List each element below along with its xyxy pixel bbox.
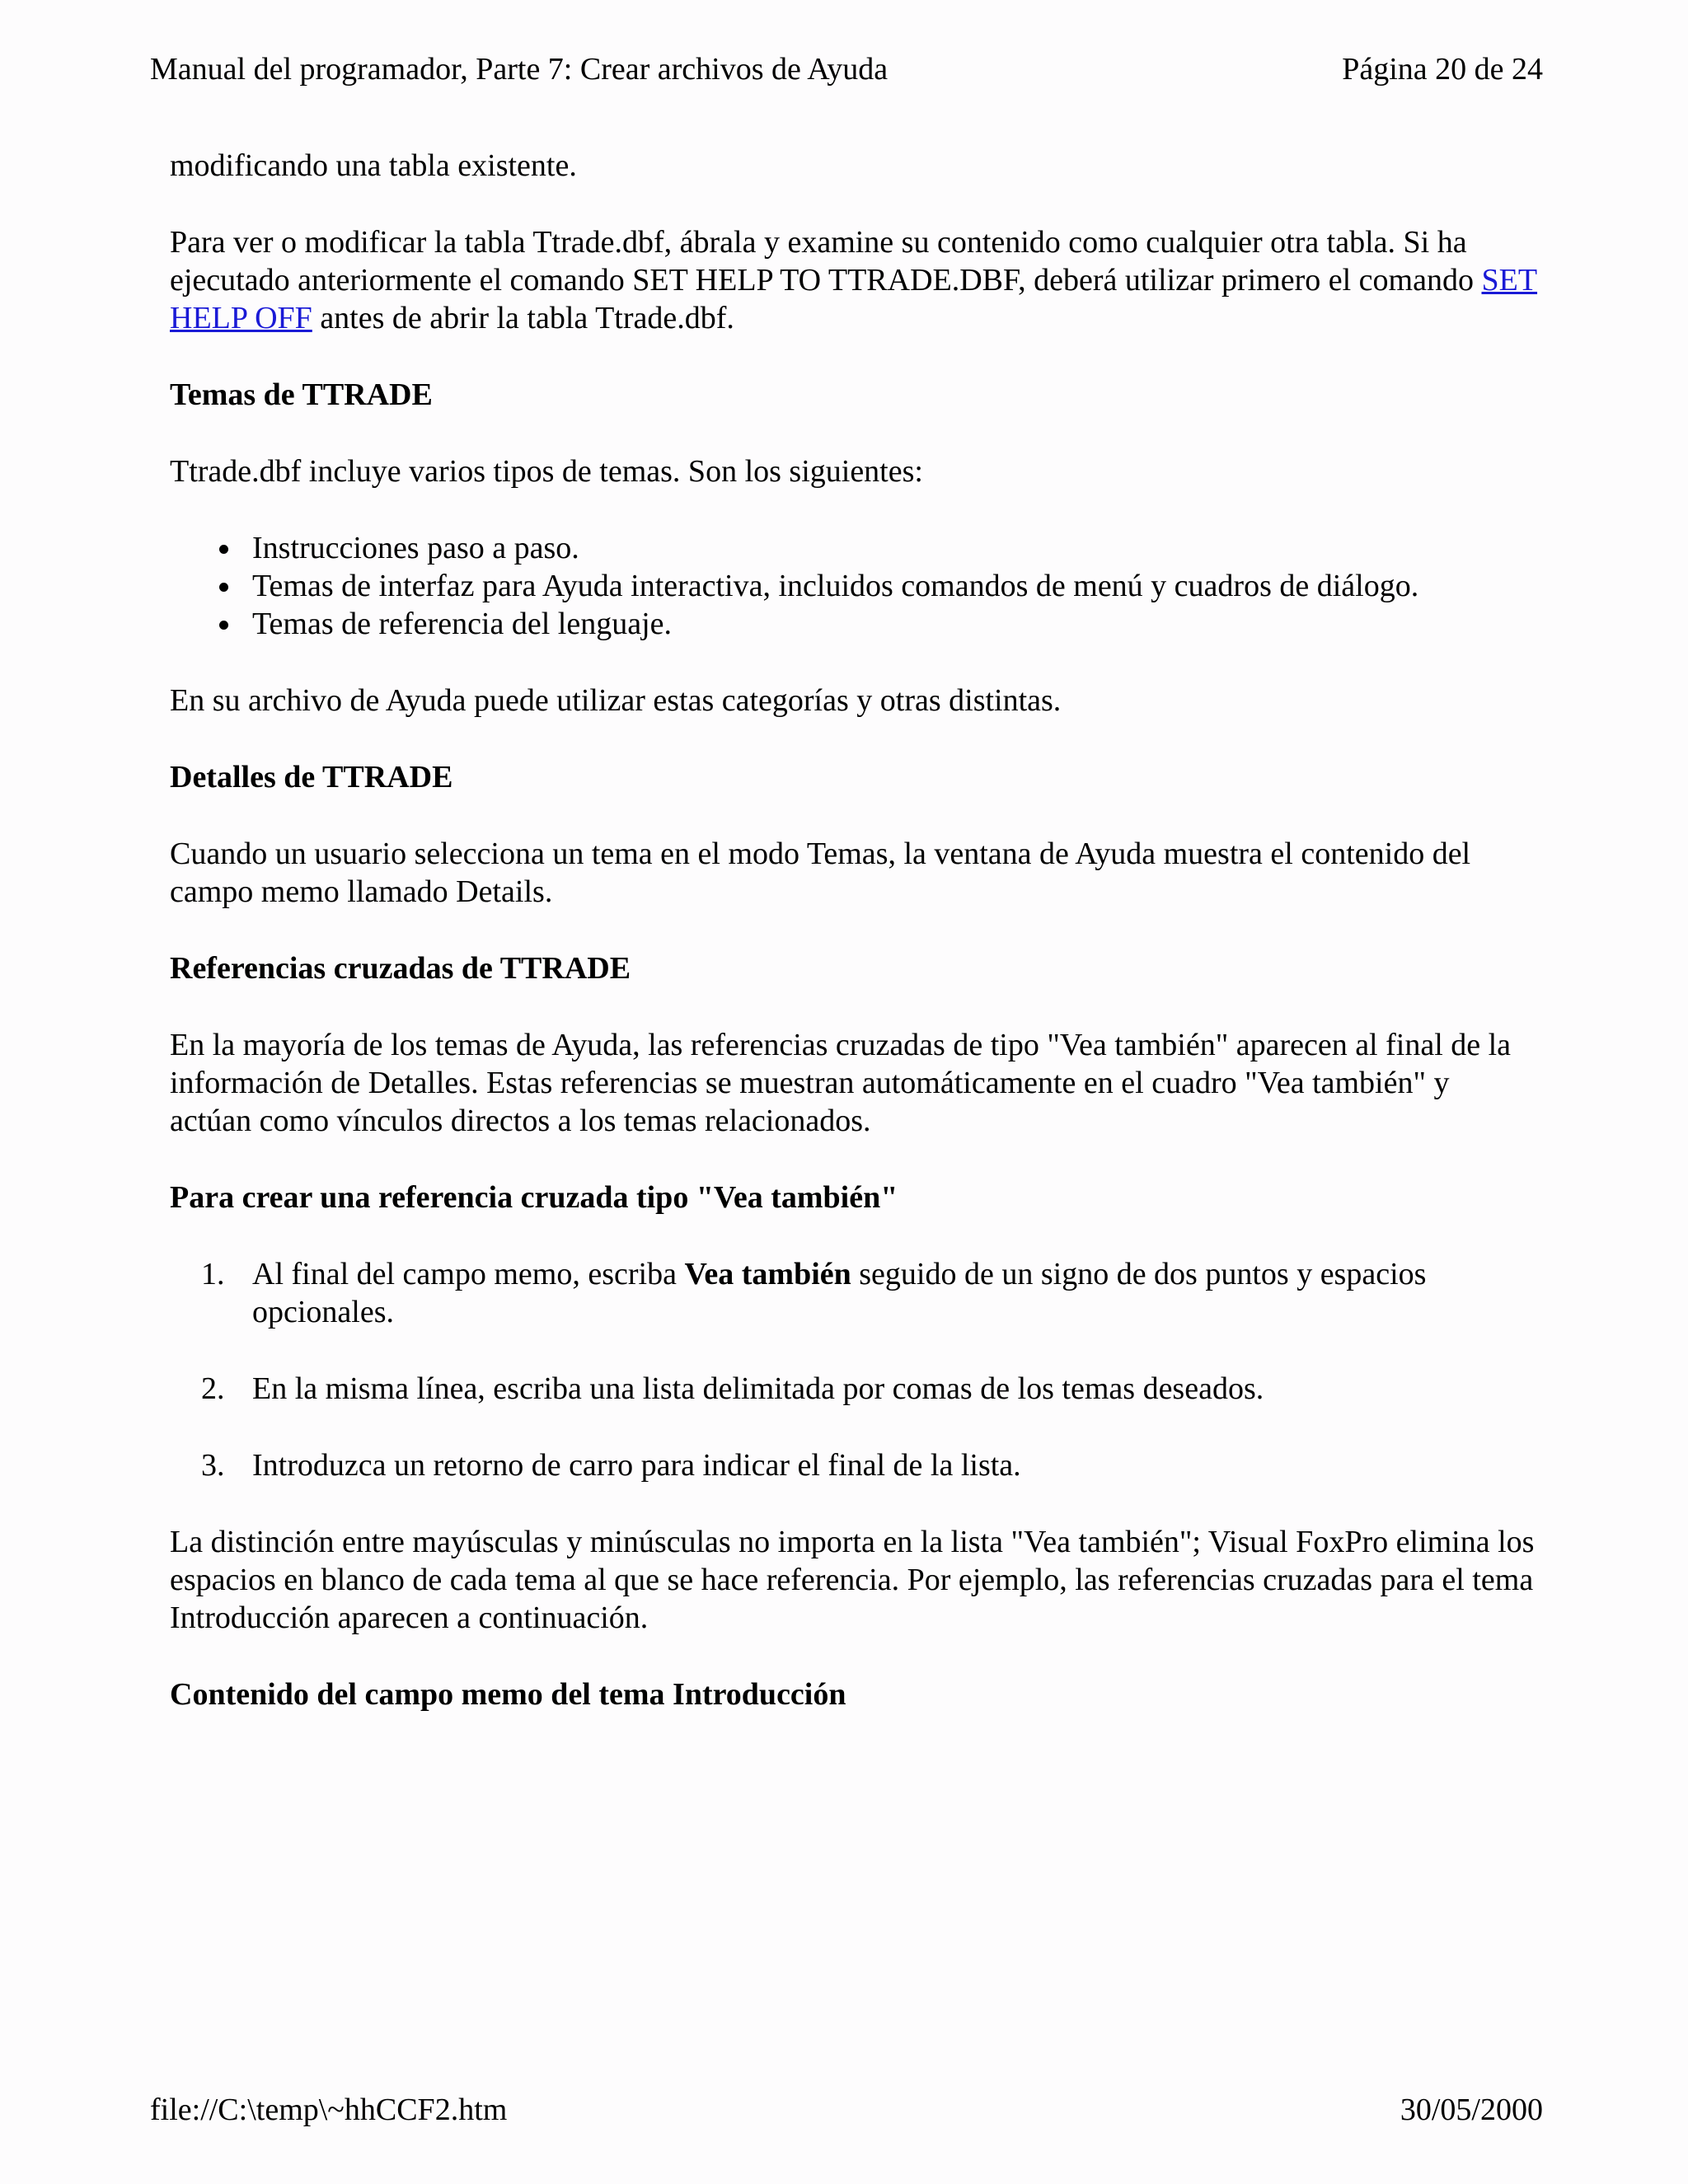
page-indicator: Página 20 de 24 [1342, 52, 1543, 87]
step-text-after: seguido de un signo de dos puntos y espacios opcionales. [252, 1257, 1427, 1329]
step-number: 3. [201, 1448, 225, 1483]
bullet-icon [219, 545, 228, 554]
heading-details: Detalles de TTRADE [170, 760, 453, 794]
topics-note: En su archivo de Ayuda puede utilizar estas categorías y otras distintas. [170, 683, 1062, 718]
list-item-text: Temas de interfaz para Ayuda interactiva, incluidos comandos de menú y cuadros de diálogo. [252, 569, 1419, 603]
step-item [170, 1255, 1538, 1331]
step-text: Introduzca un retorno de carro para indicar el final de la lista. [252, 1448, 1021, 1483]
step-text-before: Al final del campo memo, escriba [252, 1257, 685, 1291]
page-header [150, 46, 1543, 92]
steps-list [170, 1255, 1538, 1484]
list-item [170, 567, 1538, 605]
file-path: file://C:\temp\~hhCCF2.htm [150, 2093, 508, 2127]
step-text-bold: Vea también [684, 1257, 851, 1291]
page-footer [150, 2087, 1543, 2133]
view-table-text-after: antes de abrir la tabla Ttrade.dbf. [312, 301, 734, 335]
document-body [170, 147, 1538, 1752]
step-item [170, 1446, 1538, 1484]
step-item [170, 1370, 1538, 1408]
step-text: En la misma línea, escriba una lista delimitada por comas de los temas deseados. [252, 1371, 1264, 1406]
crossref-paragraph: En la mayoría de los temas de Ayuda, las referencias cruzadas de tipo "Vea también" aparecen al final de la información de Detalles. Estas referencias se muestran automáticamente en el cuadro "Vea también" y actúan como vínculos directos a los temas relacionados. [170, 1028, 1512, 1138]
view-table-text-before: Para ver o modificar la tabla Ttrade.dbf, ábrala y examine su contenido como cualquier otra tabla. Si ha ejecutado anteriormente el comando SET HELP TO TTRADE.DBF, deberá utilizar primero el comando [170, 225, 1482, 298]
heading-create-crossref: Para crear una referencia cruzada tipo "Vea también" [170, 1180, 898, 1215]
step-number: 2. [201, 1371, 225, 1406]
bullet-icon [219, 583, 228, 592]
details-paragraph: Cuando un usuario selecciona un tema en el modo Temas, la ventana de Ayuda muestra el contenido del campo memo llamado Details. [170, 837, 1471, 909]
list-item [170, 605, 1538, 643]
bullet-icon [219, 621, 228, 630]
document-title: Manual del programador, Parte 7: Crear archivos de Ayuda [150, 52, 889, 87]
print-date: 30/05/2000 [1400, 2093, 1543, 2127]
list-item-text: Instrucciones paso a paso. [252, 531, 579, 565]
list-item [170, 529, 1538, 567]
topic-types-list [170, 529, 1538, 643]
heading-memo-content: Contenido del campo memo del tema Introducción [170, 1677, 846, 1712]
set-help-off-link[interactable]: SET HELP OFF [170, 263, 1538, 335]
heading-crossref: Referencias cruzadas de TTRADE [170, 951, 631, 986]
view-table-paragraph [170, 223, 1538, 337]
topics-intro: Ttrade.dbf incluye varios tipos de temas. Son los siguientes: [170, 454, 923, 489]
heading-topics: Temas de TTRADE [170, 377, 433, 412]
list-item-text: Temas de referencia del lenguaje. [252, 607, 672, 641]
step-number: 1. [201, 1257, 225, 1291]
intro-fragment: modificando una tabla existente. [170, 148, 577, 183]
case-note-paragraph: La distinción entre mayúsculas y minúsculas no importa en la lista "Vea también"; Visual FoxPro elimina los espacios en blanco de cada tema al que se hace referencia. Por ejemplo, las referencias cruzadas para el tema Introducción aparecen a continuación. [170, 1525, 1535, 1635]
